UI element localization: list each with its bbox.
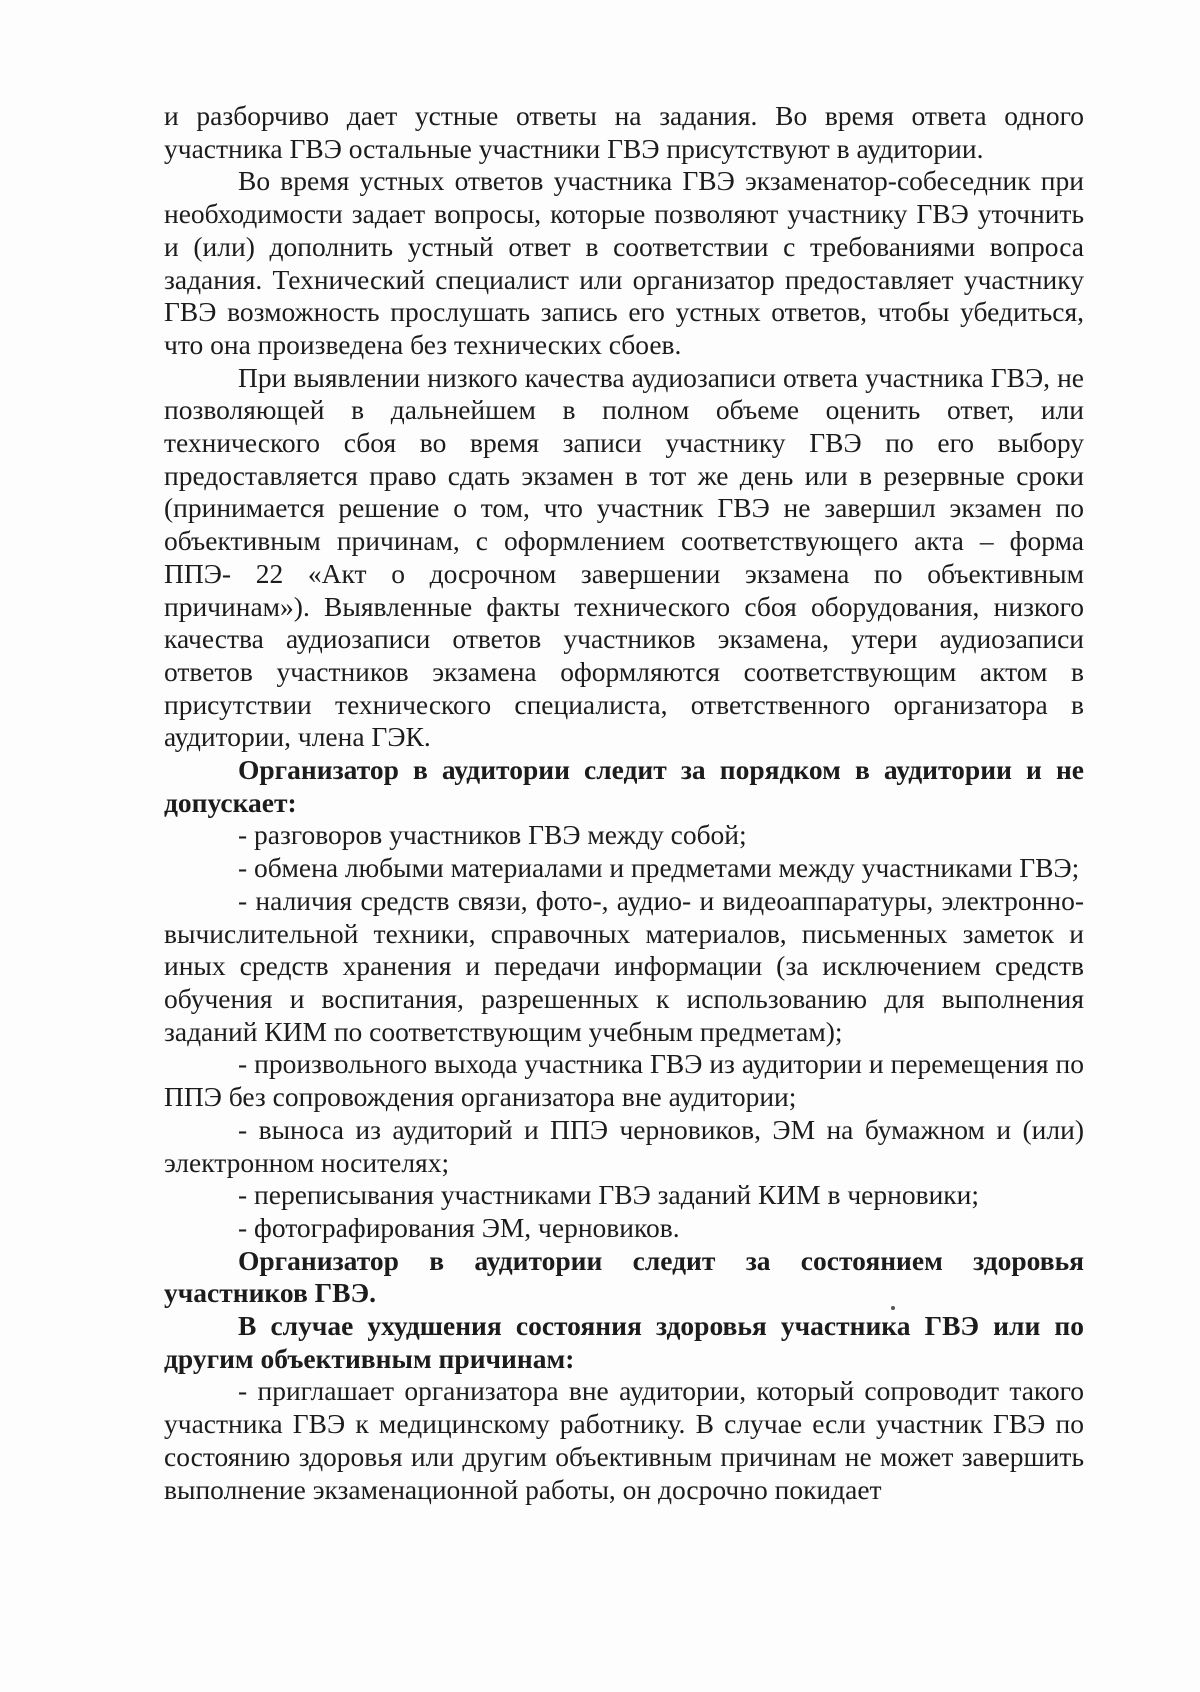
list-item-removing-drafts: - выноса из аудиторий и ППЭ черновиков, ЭМ на бумажном и (или) электронном носителях; [164,1113,1084,1178]
heading-health-monitoring: Организатор в аудитории следит за состоянием здоровья участников ГВЭ. [164,1244,1084,1309]
document-body [164,100,1084,1506]
paragraph-medical-escort: - приглашает организатора вне аудитории, который сопроводит такого участника ГВЭ к медицинскому работнику. В случае если участник ГВЭ по состоянию здоровья или другим объективным причинам не может завершить выполнение экзаменационной работы, он досрочно покидает [164,1375,1084,1505]
paragraph-oral-answers: и разборчиво дает устные ответы на задания. Во время ответа одного участника ГВЭ остальные участники ГВЭ присутствуют в аудитории. [164,100,1084,164]
heading-organizer-order: Организатор в аудитории следит за порядком в аудитории и не допускает: [164,754,1084,818]
paragraph-examiner-questions: Во время устных ответов участника ГВЭ экзаменатор-собеседник при необходимости задает вопросы, которые позволяют участнику ГВЭ уточнить и (или) дополнить устный ответ в соответствии с требованиями вопроса задания. Технический специалист или организатор предоставляет участнику ГВЭ возможность прослушать запись его устных ответов, чтобы убедиться, что она произведена без технических сбоев. [164,165,1084,360]
list-item-leaving-room: - произвольного выхода участника ГВЭ из аудитории и перемещения по ППЭ без сопровождения организатора вне аудитории; [164,1048,1084,1113]
list-item-conversations: - разговоров участников ГВЭ между собой; [238,819,747,851]
list-item-devices: - наличия средств связи, фото-, аудио- и видеоаппаратуры, электронно- вычислительной техники, справочных материалов, письменных заметок и иных средств хранения и передачи информации (за исключением средств обучения и воспитания, разрешенных к использованию для выполнения заданий КИМ по соответствующим учебным предметам); [164,884,1084,1047]
list-item-material-exchange: - обмена любыми материалами и предметами между участниками ГВЭ; [238,852,1080,884]
scan-artifact-dot [891,1306,895,1310]
paragraph-audio-quality: При выявлении низкого качества аудиозаписи ответа участника ГВЭ, не позволяющей в дальнейшем в полном объеме оценить ответ, или технического сбоя во время записи участнику ГВЭ по его выбору предоставляется право сдать экзамен в тот же день или в резервные сроки (принимается решение о том, что участник ГВЭ не завершил экзамен по объективным причинам, с оформлением соответствующего акта – форма ППЭ- 22 «Акт о досрочном завершении экзамена по объективным причинам»). Выявленные факты технического сбоя оборудования, низкого качества аудиозаписи ответов участников экзамена, утери аудиозаписи ответов участников экзамена оформляются соответствующим актом в присутствии технического специалиста, ответственного организатора в аудитории, члена ГЭК. [164,361,1084,753]
list-item-photographing: - фотографирования ЭМ, черновиков. [238,1211,680,1243]
heading-health-deterioration: В случае ухудшения состояния здоровья участника ГВЭ или по другим объективным причинам: [164,1310,1084,1374]
list-item-copying-tasks: - переписывания участниками ГВЭ заданий КИМ в черновики; [238,1179,980,1211]
